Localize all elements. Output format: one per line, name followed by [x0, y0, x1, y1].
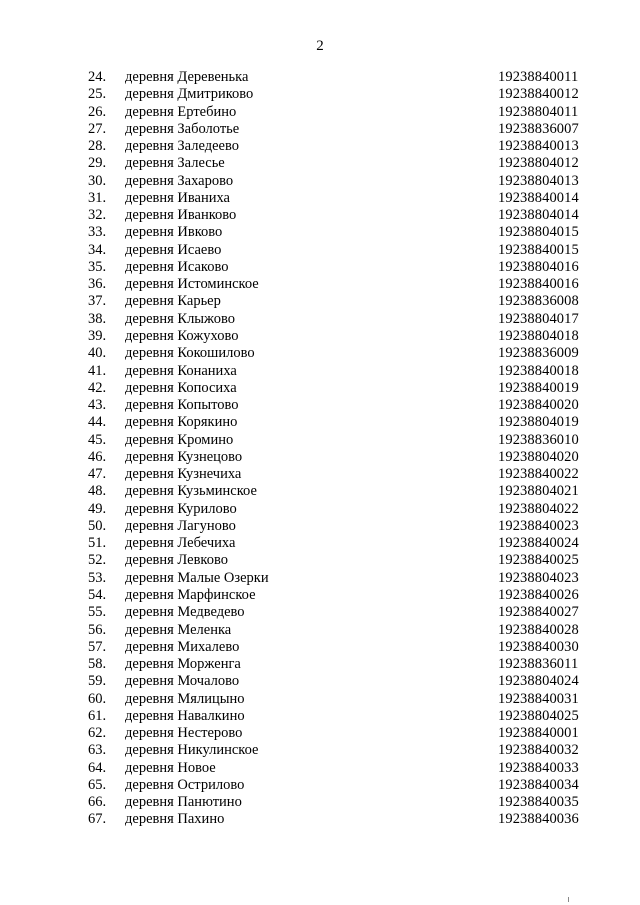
- settlement-name: деревня Пахино: [125, 811, 225, 828]
- row-number: 27.: [88, 120, 107, 137]
- settlement-name: деревня Лебечиха: [125, 535, 236, 552]
- settlement-name: деревня Малые Озерки: [125, 569, 269, 586]
- settlement-name: деревня Копытово: [125, 397, 239, 414]
- list-item: [0, 639, 640, 656]
- settlement-name: деревня Панютино: [125, 794, 242, 811]
- list-item: [0, 552, 640, 569]
- settlement-name: деревня Навалкино: [125, 707, 245, 724]
- settlement-name: деревня Михалево: [125, 638, 240, 655]
- settlement-code: 19238840020: [498, 397, 579, 414]
- settlement-code: 19238840026: [498, 586, 579, 603]
- list-item: [0, 345, 640, 362]
- row-number: 62.: [88, 725, 107, 742]
- settlement-code: 19238840023: [498, 517, 579, 534]
- row-number: 66.: [88, 794, 107, 811]
- settlement-name: деревня Дмитриково: [125, 86, 254, 103]
- settlement-code: 19238840013: [498, 138, 579, 155]
- list-item: [0, 604, 640, 621]
- row-number: 64.: [88, 759, 107, 776]
- list-item: [0, 449, 640, 466]
- scan-mark: [568, 897, 569, 902]
- row-number: 58.: [88, 656, 107, 673]
- row-number: 54.: [88, 586, 107, 603]
- list-item: [0, 691, 640, 708]
- settlement-name: деревня Марфинское: [125, 586, 256, 603]
- list-item: [0, 276, 640, 293]
- row-number: 30.: [88, 172, 107, 189]
- settlement-code: 19238840024: [498, 535, 579, 552]
- settlement-name: деревня Корякино: [125, 414, 238, 431]
- settlement-code: 19238840033: [498, 759, 579, 776]
- settlement-name: деревня Иваниха: [125, 189, 230, 206]
- settlement-name: деревня Никулинское: [125, 742, 259, 759]
- row-number: 51.: [88, 535, 107, 552]
- settlement-code: 19238804017: [498, 310, 579, 327]
- row-number: 36.: [88, 276, 107, 293]
- settlement-name: деревня Исаково: [125, 258, 229, 275]
- list-item: [0, 173, 640, 190]
- row-number: 40.: [88, 345, 107, 362]
- row-number: 24.: [88, 69, 107, 85]
- settlement-code: 19238840015: [498, 241, 579, 258]
- settlement-name: деревня Лагуново: [125, 517, 236, 534]
- row-number: 65.: [88, 776, 107, 793]
- settlement-code: 19238840030: [498, 638, 579, 655]
- row-number: 29.: [88, 155, 107, 172]
- settlement-code: 19238840028: [498, 621, 579, 638]
- settlement-code: 19238804015: [498, 224, 579, 241]
- row-number: 41.: [88, 362, 107, 379]
- settlement-code: 19238840016: [498, 276, 579, 293]
- row-number: 56.: [88, 621, 107, 638]
- settlement-name: деревня Захарово: [125, 172, 234, 189]
- settlement-name: деревня Ертебино: [125, 103, 237, 120]
- list-item: [0, 242, 640, 259]
- settlement-name: деревня Кожухово: [125, 327, 239, 344]
- row-number: 61.: [88, 707, 107, 724]
- row-number: 25.: [88, 86, 107, 103]
- list-item: [0, 190, 640, 207]
- row-number: 55.: [88, 604, 107, 621]
- row-number: 28.: [88, 138, 107, 155]
- list-item: [0, 155, 640, 172]
- settlement-name: деревня Морженга: [125, 656, 241, 673]
- list-item: [0, 328, 640, 345]
- settlement-name: деревня Курилово: [125, 500, 237, 517]
- settlement-name: деревня Меленка: [125, 621, 232, 638]
- row-number: 38.: [88, 310, 107, 327]
- row-number: 26.: [88, 103, 107, 120]
- list-item: [0, 742, 640, 759]
- settlement-name: деревня Медведево: [125, 604, 245, 621]
- settlement-name: деревня Залесье: [125, 155, 225, 172]
- settlement-name: деревня Ивково: [125, 224, 223, 241]
- list-item: [0, 293, 640, 310]
- settlement-code: 19238836007: [498, 120, 579, 137]
- settlement-name: деревня Кокошилово: [125, 345, 255, 362]
- row-number: 42.: [88, 379, 107, 396]
- list-item: [0, 397, 640, 414]
- settlement-name: деревня Нестерово: [125, 725, 243, 742]
- settlement-code: 19238804016: [498, 258, 579, 275]
- settlement-code: 19238840032: [498, 742, 579, 759]
- list-item: [0, 570, 640, 587]
- settlement-list: [0, 69, 640, 829]
- list-item: [0, 811, 640, 828]
- settlement-code: 19238840036: [498, 811, 579, 828]
- settlement-name: деревня Левково: [125, 552, 228, 569]
- list-item: [0, 138, 640, 155]
- settlement-code: 19238836011: [498, 656, 579, 673]
- settlement-code: 19238840019: [498, 379, 579, 396]
- settlement-code: 19238840035: [498, 794, 579, 811]
- settlement-name: деревня Иванково: [125, 207, 237, 224]
- settlement-code: 19238804024: [498, 673, 579, 690]
- list-item: [0, 380, 640, 397]
- settlement-code: 19238840031: [498, 690, 579, 707]
- settlement-code: 19238804011: [498, 103, 579, 120]
- row-number: 49.: [88, 500, 107, 517]
- row-number: 53.: [88, 569, 107, 586]
- settlement-name: деревня Конаниха: [125, 362, 237, 379]
- list-item: [0, 708, 640, 725]
- row-number: 52.: [88, 552, 107, 569]
- settlement-name: деревня Кузнецово: [125, 448, 243, 465]
- list-item: [0, 777, 640, 794]
- settlement-code: 19238836009: [498, 345, 579, 362]
- settlement-name: деревня Кузнечиха: [125, 466, 242, 483]
- settlement-name: деревня Заледеево: [125, 138, 239, 155]
- list-item: [0, 311, 640, 328]
- settlement-code: 19238836010: [498, 431, 579, 448]
- settlement-name: деревня Кромино: [125, 431, 234, 448]
- list-item: [0, 760, 640, 777]
- row-number: 63.: [88, 742, 107, 759]
- settlement-name: деревня Кузьминское: [125, 483, 257, 500]
- row-number: 45.: [88, 431, 107, 448]
- row-number: 46.: [88, 448, 107, 465]
- list-item: [0, 432, 640, 449]
- settlement-code: 19238840014: [498, 189, 579, 206]
- list-item: [0, 794, 640, 811]
- list-item: [0, 725, 640, 742]
- list-item: [0, 104, 640, 121]
- settlement-name: деревня Новое: [125, 759, 216, 776]
- row-number: 43.: [88, 397, 107, 414]
- list-item: [0, 259, 640, 276]
- settlement-code: 19238804020: [498, 448, 579, 465]
- list-item: [0, 622, 640, 639]
- row-number: 50.: [88, 517, 107, 534]
- settlement-code: 19238840027: [498, 604, 579, 621]
- row-number: 39.: [88, 327, 107, 344]
- list-item: [0, 673, 640, 690]
- list-item: [0, 587, 640, 604]
- settlement-code: 19238804023: [498, 569, 579, 586]
- row-number: 34.: [88, 241, 107, 258]
- row-number: 35.: [88, 258, 107, 275]
- list-item: [0, 121, 640, 138]
- settlement-code: 19238840001: [498, 725, 579, 742]
- settlement-code: 19238840034: [498, 776, 579, 793]
- list-item: [0, 535, 640, 552]
- settlement-code: 19238804013: [498, 172, 579, 189]
- settlement-name: деревня Деревенька: [125, 69, 249, 85]
- settlement-name: деревня Мялицыно: [125, 690, 245, 707]
- list-item: [0, 483, 640, 500]
- list-item: [0, 69, 640, 86]
- settlement-name: деревня Истоминское: [125, 276, 259, 293]
- settlement-code: 19238840025: [498, 552, 579, 569]
- settlement-name: деревня Заболотье: [125, 120, 240, 137]
- row-number: 57.: [88, 638, 107, 655]
- row-number: 59.: [88, 673, 107, 690]
- settlement-name: деревня Карьер: [125, 293, 221, 310]
- row-number: 67.: [88, 811, 107, 828]
- list-item: [0, 86, 640, 103]
- settlement-code: 19238804022: [498, 500, 579, 517]
- settlement-code: 19238840018: [498, 362, 579, 379]
- row-number: 47.: [88, 466, 107, 483]
- settlement-code: 19238836008: [498, 293, 579, 310]
- list-item: [0, 363, 640, 380]
- settlement-code: 19238804025: [498, 707, 579, 724]
- settlement-code: 19238804018: [498, 327, 579, 344]
- settlement-code: 19238840011: [498, 69, 579, 85]
- list-item: [0, 501, 640, 518]
- row-number: 32.: [88, 207, 107, 224]
- settlement-name: деревня Клыжово: [125, 310, 235, 327]
- row-number: 48.: [88, 483, 107, 500]
- row-number: 33.: [88, 224, 107, 241]
- settlement-name: деревня Мочалово: [125, 673, 240, 690]
- list-item: [0, 466, 640, 483]
- list-item: [0, 518, 640, 535]
- settlement-code: 19238840012: [498, 86, 579, 103]
- settlement-code: 19238804021: [498, 483, 579, 500]
- row-number: 31.: [88, 189, 107, 206]
- list-item: [0, 414, 640, 431]
- row-number: 37.: [88, 293, 107, 310]
- settlement-name: деревня Острилово: [125, 776, 245, 793]
- settlement-code: 19238804012: [498, 155, 579, 172]
- settlement-code: 19238804014: [498, 207, 579, 224]
- list-item: [0, 656, 640, 673]
- list-item: [0, 224, 640, 241]
- settlement-name: деревня Исаево: [125, 241, 222, 258]
- list-item: [0, 207, 640, 224]
- settlement-code: 19238840022: [498, 466, 579, 483]
- settlement-name: деревня Копосиха: [125, 379, 237, 396]
- settlement-code: 19238804019: [498, 414, 579, 431]
- row-number: 44.: [88, 414, 107, 431]
- page-number: 2: [316, 38, 324, 54]
- row-number: 60.: [88, 690, 107, 707]
